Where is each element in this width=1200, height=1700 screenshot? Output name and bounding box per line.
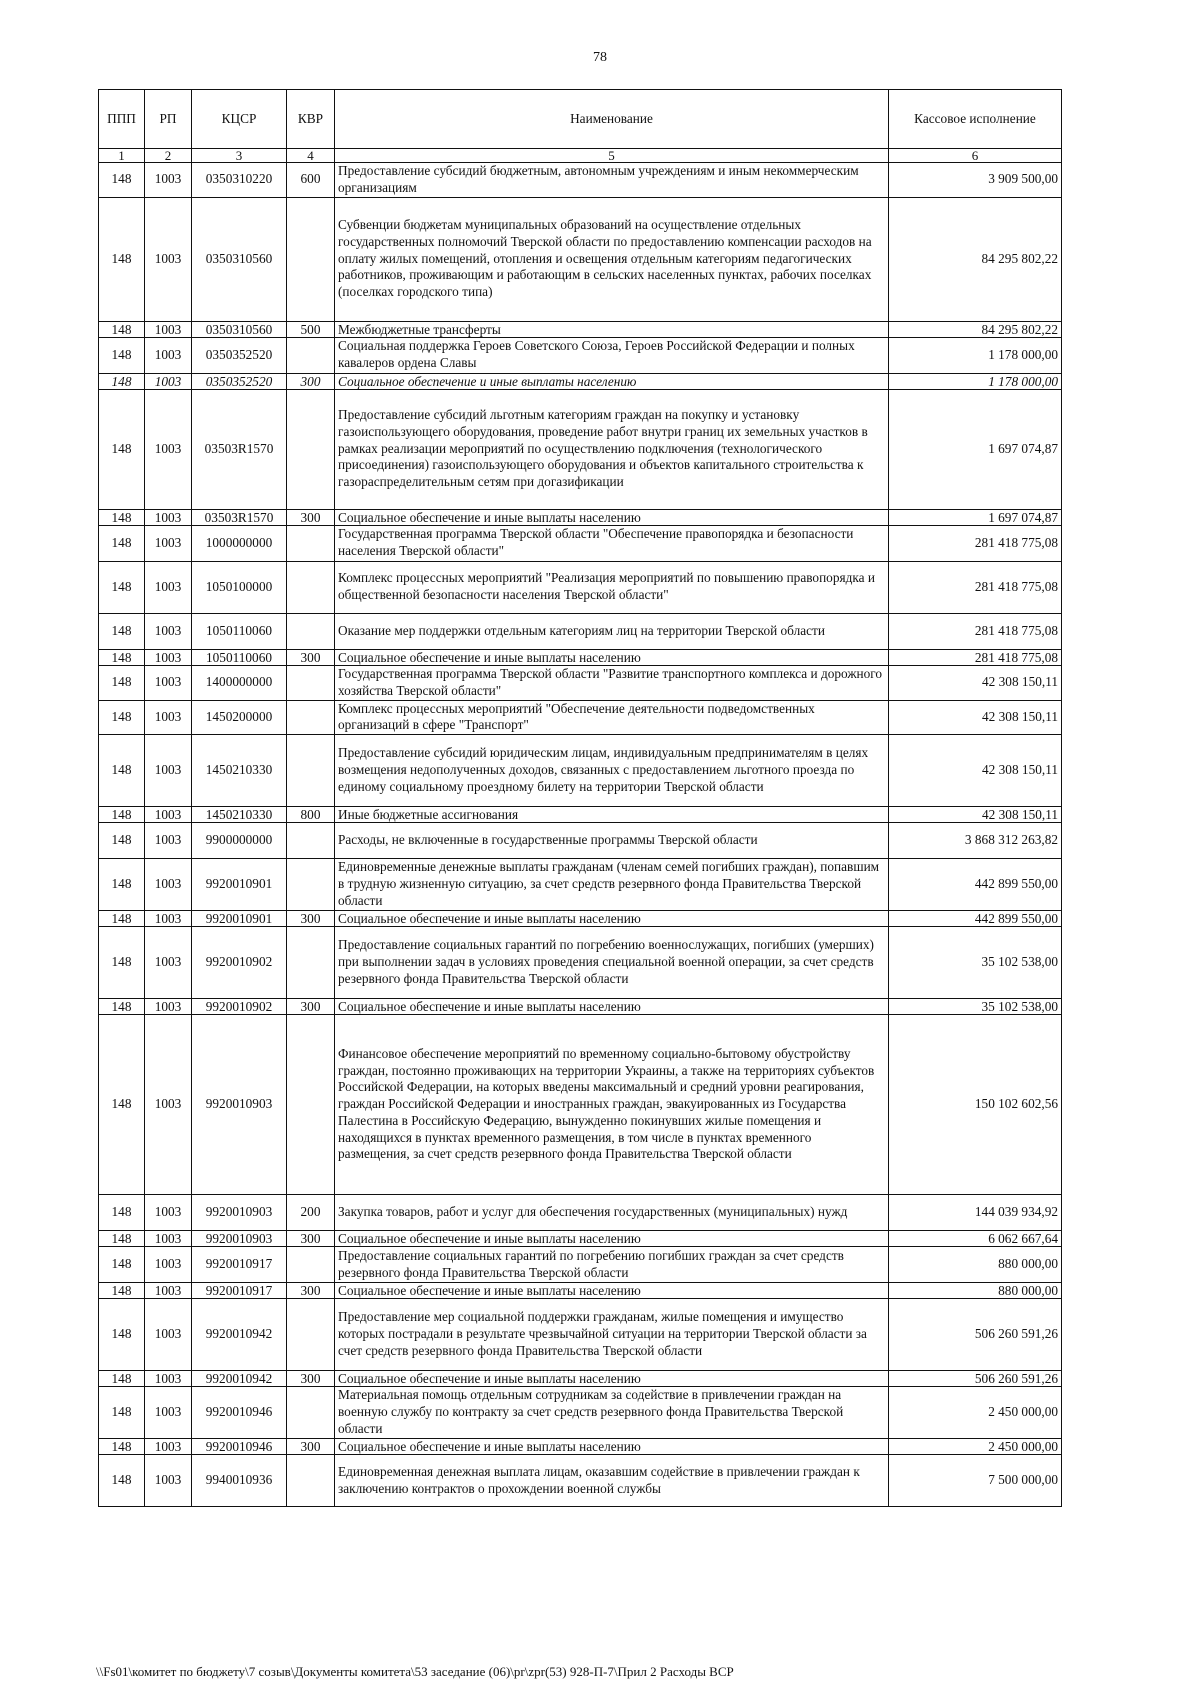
- cell-name: Иные бюджетные ассигнования: [335, 807, 889, 823]
- cell-rp: 1003: [145, 509, 192, 525]
- cell-rp: 1003: [145, 163, 192, 198]
- cell-ppp: 148: [99, 735, 145, 807]
- cell-kcsr: 0350310560: [192, 197, 287, 321]
- cell-amount: 442 899 550,00: [889, 911, 1062, 927]
- cell-kvr: [287, 561, 335, 613]
- cell-rp: 1003: [145, 911, 192, 927]
- cell-ppp: 148: [99, 1195, 145, 1231]
- cell-amount: 1 697 074,87: [889, 389, 1062, 509]
- cell-ppp: 148: [99, 509, 145, 525]
- cell-name: Единовременная денежная выплата лицам, оказавшим содействие в привлечении граждан к заключению контрактов о прохождении военной службы: [335, 1455, 889, 1507]
- cell-kcsr: 1000000000: [192, 525, 287, 561]
- cell-rp: 1003: [145, 389, 192, 509]
- table-row: [99, 665, 1062, 700]
- cell-name: Комплекс процессных мероприятий "Реализация мероприятий по повышению правопорядка и общественной безопасности населения Тверской области": [335, 561, 889, 613]
- cell-amount: 880 000,00: [889, 1247, 1062, 1283]
- cell-ppp: 148: [99, 561, 145, 613]
- table-body: [99, 163, 1062, 1507]
- cell-kvr: [287, 1015, 335, 1195]
- cell-rp: 1003: [145, 1299, 192, 1371]
- cell-ppp: 148: [99, 859, 145, 911]
- cell-rp: 1003: [145, 807, 192, 823]
- cell-kcsr: 9920010903: [192, 1231, 287, 1247]
- cell-rp: 1003: [145, 665, 192, 700]
- cell-amount: 35 102 538,00: [889, 999, 1062, 1015]
- table-row: [99, 999, 1062, 1015]
- cell-ppp: 148: [99, 337, 145, 373]
- header-kcsr: КЦСР: [192, 90, 287, 149]
- header-kvr: КВР: [287, 90, 335, 149]
- cell-kvr: 300: [287, 911, 335, 927]
- cell-amount: 35 102 538,00: [889, 927, 1062, 999]
- cell-name: Материальная помощь отдельным сотрудникам за содействие в привлечении граждан на военную службу по контракту за счет средств резервного фонда Правительства Тверской области: [335, 1387, 889, 1439]
- cell-kvr: [287, 700, 335, 735]
- table-row: [99, 927, 1062, 999]
- table-row: [99, 1195, 1062, 1231]
- cell-name: Социальное обеспечение и иные выплаты населению: [335, 999, 889, 1015]
- cell-rp: 1003: [145, 1387, 192, 1439]
- cell-name: Расходы, не включенные в государственные программы Тверской области: [335, 823, 889, 859]
- cell-kvr: [287, 1299, 335, 1371]
- cell-name: Социальное обеспечение и иные выплаты населению: [335, 911, 889, 927]
- column-number: 3: [192, 149, 287, 163]
- cell-name: Предоставление субсидий льготным категориям граждан на покупку и установку газоиспользующего оборудования, проведение работ внутри границ их земельных участков в рамках реализации мероприятий по осуществлению подключения (технологического присоединения) газоиспользующего оборудования и объектов капитального строительства к газораспределительным сетям при догазификации: [335, 389, 889, 509]
- header-ppp: ППП: [99, 90, 145, 149]
- cell-kcsr: 0350310220: [192, 163, 287, 198]
- cell-kcsr: 1050110060: [192, 613, 287, 649]
- table-row: [99, 525, 1062, 561]
- cell-rp: 1003: [145, 337, 192, 373]
- table-row: [99, 1439, 1062, 1455]
- cell-kvr: 300: [287, 1371, 335, 1387]
- cell-ppp: 148: [99, 197, 145, 321]
- cell-kcsr: 9900000000: [192, 823, 287, 859]
- table-row: [99, 1247, 1062, 1283]
- cell-rp: 1003: [145, 525, 192, 561]
- cell-ppp: 148: [99, 1455, 145, 1507]
- cell-ppp: 148: [99, 1247, 145, 1283]
- cell-name: Социальное обеспечение и иные выплаты населению: [335, 649, 889, 665]
- cell-kcsr: 9920010903: [192, 1015, 287, 1195]
- header-amount: Кассовое исполнение: [889, 90, 1062, 149]
- cell-name: Социальное обеспечение и иные выплаты населению: [335, 1231, 889, 1247]
- cell-kcsr: 9920010917: [192, 1283, 287, 1299]
- cell-name: Межбюджетные трансферты: [335, 321, 889, 337]
- cell-ppp: 148: [99, 1231, 145, 1247]
- cell-rp: 1003: [145, 735, 192, 807]
- cell-name: Социальное обеспечение и иные выплаты населению: [335, 509, 889, 525]
- cell-kvr: [287, 337, 335, 373]
- cell-amount: 6 062 667,64: [889, 1231, 1062, 1247]
- cell-rp: 1003: [145, 561, 192, 613]
- table-row: [99, 373, 1062, 389]
- cell-name: Комплекс процессных мероприятий "Обеспечение деятельности подведомственных организаций в сфере "Транспорт": [335, 700, 889, 735]
- table-row: [99, 509, 1062, 525]
- table-row: [99, 1015, 1062, 1195]
- cell-kcsr: 9920010946: [192, 1387, 287, 1439]
- cell-kcsr: 9920010902: [192, 927, 287, 999]
- cell-name: Социальное обеспечение и иные выплаты населению: [335, 373, 889, 389]
- table-row: [99, 649, 1062, 665]
- cell-rp: 1003: [145, 1455, 192, 1507]
- column-number: 4: [287, 149, 335, 163]
- cell-name: Социальное обеспечение и иные выплаты населению: [335, 1283, 889, 1299]
- cell-amount: 2 450 000,00: [889, 1387, 1062, 1439]
- cell-ppp: 148: [99, 1439, 145, 1455]
- page-number: 78: [593, 50, 607, 65]
- cell-ppp: 148: [99, 807, 145, 823]
- cell-kcsr: 9920010917: [192, 1247, 287, 1283]
- cell-kvr: 800: [287, 807, 335, 823]
- cell-rp: 1003: [145, 927, 192, 999]
- cell-kcsr: 1450210330: [192, 735, 287, 807]
- cell-rp: 1003: [145, 649, 192, 665]
- cell-name: Государственная программа Тверской области "Развитие транспортного комплекса и дорожного хозяйства Тверской области": [335, 665, 889, 700]
- cell-amount: 3 868 312 263,82: [889, 823, 1062, 859]
- table-row: [99, 911, 1062, 927]
- cell-kcsr: 9920010942: [192, 1371, 287, 1387]
- cell-kcsr: 1450200000: [192, 700, 287, 735]
- cell-rp: 1003: [145, 999, 192, 1015]
- cell-amount: 880 000,00: [889, 1283, 1062, 1299]
- cell-kvr: [287, 859, 335, 911]
- cell-kvr: [287, 927, 335, 999]
- cell-name: Закупка товаров, работ и услуг для обеспечения государственных (муниципальных) нужд: [335, 1195, 889, 1231]
- cell-name: Единовременные денежные выплаты гражданам (членам семей погибших граждан), попавшим в трудную жизненную ситуацию, за счет средств резервного фонда Правительства Тверской области: [335, 859, 889, 911]
- cell-amount: 42 308 150,11: [889, 735, 1062, 807]
- cell-ppp: 148: [99, 321, 145, 337]
- file-path-footer: \\Fs01\комитет по бюджету\7 созыв\Документы комитета\53 заседание (06)\pr\zpr(53) 928-П-7\Прил 2 Расходы ВСР: [96, 1664, 734, 1679]
- cell-kvr: [287, 735, 335, 807]
- cell-kcsr: 1050100000: [192, 561, 287, 613]
- cell-amount: 2 450 000,00: [889, 1439, 1062, 1455]
- cell-amount: 84 295 802,22: [889, 197, 1062, 321]
- cell-ppp: 148: [99, 613, 145, 649]
- table-row: [99, 337, 1062, 373]
- cell-ppp: 148: [99, 823, 145, 859]
- cell-rp: 1003: [145, 1231, 192, 1247]
- cell-rp: 1003: [145, 613, 192, 649]
- cell-amount: 281 418 775,08: [889, 649, 1062, 665]
- cell-rp: 1003: [145, 1439, 192, 1455]
- cell-rp: 1003: [145, 1247, 192, 1283]
- cell-ppp: 148: [99, 1387, 145, 1439]
- cell-ppp: 148: [99, 911, 145, 927]
- cell-amount: 3 909 500,00: [889, 163, 1062, 198]
- cell-rp: 1003: [145, 1283, 192, 1299]
- table-row: [99, 1455, 1062, 1507]
- cell-amount: 150 102 602,56: [889, 1015, 1062, 1195]
- cell-kvr: 300: [287, 1283, 335, 1299]
- cell-kcsr: 1050110060: [192, 649, 287, 665]
- table-row: [99, 735, 1062, 807]
- cell-amount: 144 039 934,92: [889, 1195, 1062, 1231]
- cell-ppp: 148: [99, 927, 145, 999]
- header-row: [99, 90, 1062, 149]
- cell-name: Социальное обеспечение и иные выплаты населению: [335, 1439, 889, 1455]
- cell-kvr: 300: [287, 1439, 335, 1455]
- cell-kvr: 200: [287, 1195, 335, 1231]
- cell-rp: 1003: [145, 373, 192, 389]
- table-row: [99, 823, 1062, 859]
- cell-kvr: [287, 1387, 335, 1439]
- cell-amount: 1 697 074,87: [889, 509, 1062, 525]
- cell-kvr: 600: [287, 163, 335, 198]
- cell-kcsr: 1400000000: [192, 665, 287, 700]
- cell-amount: 281 418 775,08: [889, 525, 1062, 561]
- cell-amount: 1 178 000,00: [889, 337, 1062, 373]
- cell-kvr: [287, 665, 335, 700]
- cell-ppp: 148: [99, 999, 145, 1015]
- cell-kvr: [287, 823, 335, 859]
- cell-kvr: [287, 389, 335, 509]
- cell-rp: 1003: [145, 700, 192, 735]
- cell-kvr: 500: [287, 321, 335, 337]
- cell-amount: 42 308 150,11: [889, 665, 1062, 700]
- cell-kcsr: 9920010903: [192, 1195, 287, 1231]
- table-row: [99, 1231, 1062, 1247]
- cell-rp: 1003: [145, 1371, 192, 1387]
- cell-name: Предоставление мер социальной поддержки гражданам, жилые помещения и имущество которых пострадали в результате чрезвычайной ситуации на территории Тверской области за счет средств резервного фонда Правительства Тверской области: [335, 1299, 889, 1371]
- cell-ppp: 148: [99, 1015, 145, 1195]
- column-number: 1: [99, 149, 145, 163]
- table-row: [99, 700, 1062, 735]
- cell-name: Предоставление социальных гарантий по погребению военнослужащих, погибших (умерших) при выполнении задач в условиях проведения специальной военной операции, за счет средств резервного фонда Правительства Тверской области: [335, 927, 889, 999]
- cell-name: Предоставление субсидий бюджетным, автономным учреждениям и иным некоммерческим организациям: [335, 163, 889, 198]
- cell-kcsr: 0350352520: [192, 337, 287, 373]
- table-row: [99, 389, 1062, 509]
- cell-kvr: 300: [287, 509, 335, 525]
- cell-ppp: 148: [99, 373, 145, 389]
- cell-ppp: 148: [99, 700, 145, 735]
- cell-kcsr: 9920010901: [192, 859, 287, 911]
- cell-ppp: 148: [99, 1371, 145, 1387]
- cell-kcsr: 9920010902: [192, 999, 287, 1015]
- cell-kvr: [287, 1455, 335, 1507]
- cell-amount: 1 178 000,00: [889, 373, 1062, 389]
- cell-ppp: 148: [99, 389, 145, 509]
- cell-kcsr: 03503R1570: [192, 509, 287, 525]
- table-row: [99, 1371, 1062, 1387]
- cell-ppp: 148: [99, 163, 145, 198]
- cell-amount: 42 308 150,11: [889, 807, 1062, 823]
- cell-name: Государственная программа Тверской области "Обеспечение правопорядка и безопасности населения Тверской области": [335, 525, 889, 561]
- cell-amount: 506 260 591,26: [889, 1299, 1062, 1371]
- header-name: Наименование: [335, 90, 889, 149]
- cell-amount: 442 899 550,00: [889, 859, 1062, 911]
- table-row: [99, 561, 1062, 613]
- cell-ppp: 148: [99, 1299, 145, 1371]
- cell-rp: 1003: [145, 197, 192, 321]
- cell-kcsr: 0350310560: [192, 321, 287, 337]
- cell-rp: 1003: [145, 823, 192, 859]
- table-row: [99, 1283, 1062, 1299]
- cell-amount: 42 308 150,11: [889, 700, 1062, 735]
- cell-amount: 281 418 775,08: [889, 561, 1062, 613]
- cell-rp: 1003: [145, 321, 192, 337]
- cell-amount: 281 418 775,08: [889, 613, 1062, 649]
- cell-kvr: 300: [287, 999, 335, 1015]
- cell-rp: 1003: [145, 1015, 192, 1195]
- cell-name: Предоставление субсидий юридическим лицам, индивидуальным предпринимателям в целях возмещения недополученных доходов, связанных с предоставлением льготного проезда по единому социальному проездному билету на территории Тверской области: [335, 735, 889, 807]
- table-row: [99, 859, 1062, 911]
- cell-kcsr: 1450210330: [192, 807, 287, 823]
- cell-kvr: [287, 525, 335, 561]
- table-row: [99, 163, 1062, 198]
- table-row: [99, 807, 1062, 823]
- cell-amount: 84 295 802,22: [889, 321, 1062, 337]
- cell-name: Оказание мер поддержки отдельным категориям лиц на территории Тверской области: [335, 613, 889, 649]
- cell-name: Социальная поддержка Героев Советского Союза, Героев Российской Федерации и полных кавалеров ордена Славы: [335, 337, 889, 373]
- cell-amount: 7 500 000,00: [889, 1455, 1062, 1507]
- cell-kvr: 300: [287, 1231, 335, 1247]
- cell-name: Субвенции бюджетам муниципальных образований на осуществление отдельных государственных полномочий Тверской области по предоставлению компенсации расходов на оплату жилых помещений, отопления и освещения отдельным категориям педагогических работников, проживающим и работающим в сельских населенных пунктах, рабочих поселках (поселках городского типа): [335, 197, 889, 321]
- cell-kcsr: 03503R1570: [192, 389, 287, 509]
- cell-name: Социальное обеспечение и иные выплаты населению: [335, 1371, 889, 1387]
- table-row: [99, 613, 1062, 649]
- cell-ppp: 148: [99, 665, 145, 700]
- cell-kcsr: 9920010942: [192, 1299, 287, 1371]
- column-number-row: [99, 149, 1062, 163]
- cell-ppp: 148: [99, 649, 145, 665]
- budget-table: [98, 89, 1062, 1507]
- cell-kvr: [287, 197, 335, 321]
- cell-amount: 506 260 591,26: [889, 1371, 1062, 1387]
- cell-ppp: 148: [99, 1283, 145, 1299]
- column-number: 6: [889, 149, 1062, 163]
- table-row: [99, 321, 1062, 337]
- table-row: [99, 1387, 1062, 1439]
- header-rp: РП: [145, 90, 192, 149]
- cell-name: Предоставление социальных гарантий по погребению погибших граждан за счет средств резервного фонда Правительства Тверской области: [335, 1247, 889, 1283]
- cell-name: Финансовое обеспечение мероприятий по временному социально-бытовому обустройству граждан, постоянно проживающих на территории Украины, а также на территориях субъектов Российской Федерации, на которых введены максимальный и средний уровни реагирования, граждан Российской Федерации и иностранных граждан, эвакуированных из Государства Палестина в Российскую Федерацию, вынужденно покинувших жилые помещения и находящихся в пунктах временного размещения, в том числе в пунктах временного размещения, за счет средств резервного фонда Правительства Тверской области: [335, 1015, 889, 1195]
- cell-kvr: 300: [287, 373, 335, 389]
- table-row: [99, 1299, 1062, 1371]
- cell-kcsr: 9940010936: [192, 1455, 287, 1507]
- cell-kvr: [287, 613, 335, 649]
- cell-ppp: 148: [99, 525, 145, 561]
- cell-kvr: 300: [287, 649, 335, 665]
- cell-kcsr: 0350352520: [192, 373, 287, 389]
- column-number: 5: [335, 149, 889, 163]
- cell-kcsr: 9920010901: [192, 911, 287, 927]
- cell-kvr: [287, 1247, 335, 1283]
- cell-rp: 1003: [145, 1195, 192, 1231]
- cell-rp: 1003: [145, 859, 192, 911]
- column-number: 2: [145, 149, 192, 163]
- cell-kcsr: 9920010946: [192, 1439, 287, 1455]
- table-row: [99, 197, 1062, 321]
